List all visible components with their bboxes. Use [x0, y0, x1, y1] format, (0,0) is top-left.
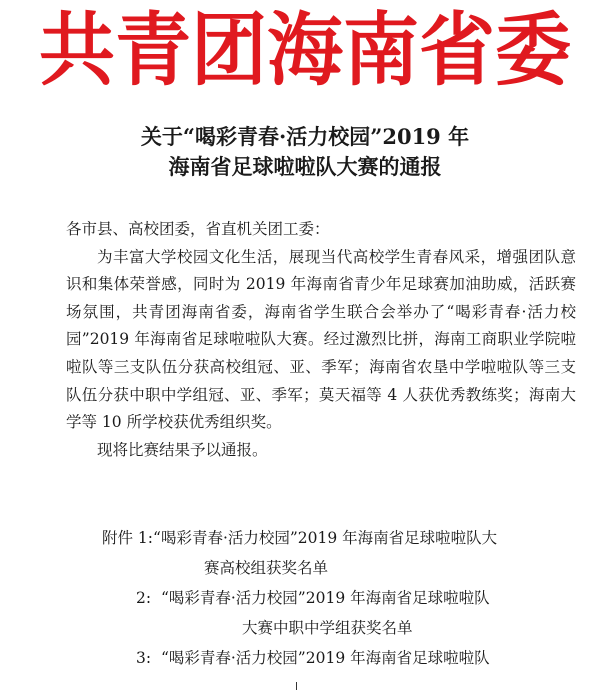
salutation: 各市县、高校团委，省直机关团工委： [66, 220, 330, 238]
attachment-item-1 [66, 523, 576, 583]
attachment-label-2: 2: [136, 589, 152, 607]
issuing-organization-title: 共青团海南省委 [39, 2, 571, 97]
document-title-line-2: 海南省足球啦啦队大赛的通报 [168, 154, 442, 179]
document-title [0, 122, 610, 182]
document-header [0, 0, 610, 118]
document-body [66, 216, 576, 464]
attachment-title-3-line-1: “喝彩青春·活力校园”2019 年海南省足球啦啦队 [160, 649, 490, 667]
body-paragraph-1: 为丰富大学校园文化生活，展现当代高校学生青春风采，增强团队意识和集体荣誉感，同时为 2019 年海南省青少年足球赛加油助威，活跃赛场氛围，共青团海南省委，海南省学生联合会举办了“喝彩青春·活力校园”2019 年海南省足球啦啦队大赛。经过激烈比拼，海南工商职业学院啦啦队等三支队伍分获高校组冠、亚、季军；海南省农垦中学啦啦队等三支队伍分获中职中学组冠、亚、季军；莫天福等 4 人获优秀教练奖；海南大学等 10 所学校获优秀组织奖。 [66, 247, 576, 432]
attachments-list [66, 523, 576, 673]
attachment-item-2 [66, 583, 576, 643]
attachment-title-2-line-1: “喝彩青春·活力校园”2019 年海南省足球啦啦队 [160, 589, 490, 607]
attachment-label-1: 附件 1: [102, 529, 154, 547]
body-paragraph-2: 现将比赛结果予以通报。 [97, 440, 268, 459]
attachment-label-3: 3: [136, 649, 152, 667]
attachment-title-2-line-2: 大赛中职中学组获奖名单 [242, 619, 413, 637]
attachment-title-1-line-1: “喝彩青春·活力校园”2019 年海南省足球啦啦队大 [153, 529, 498, 547]
document-title-line-1: 关于“喝彩青春·活力校园”2019 年 [140, 124, 470, 149]
attachment-title-1-line-2: 赛高校组获奖名单 [204, 559, 329, 577]
attachment-item-3 [66, 643, 576, 673]
page-mark [296, 682, 297, 690]
